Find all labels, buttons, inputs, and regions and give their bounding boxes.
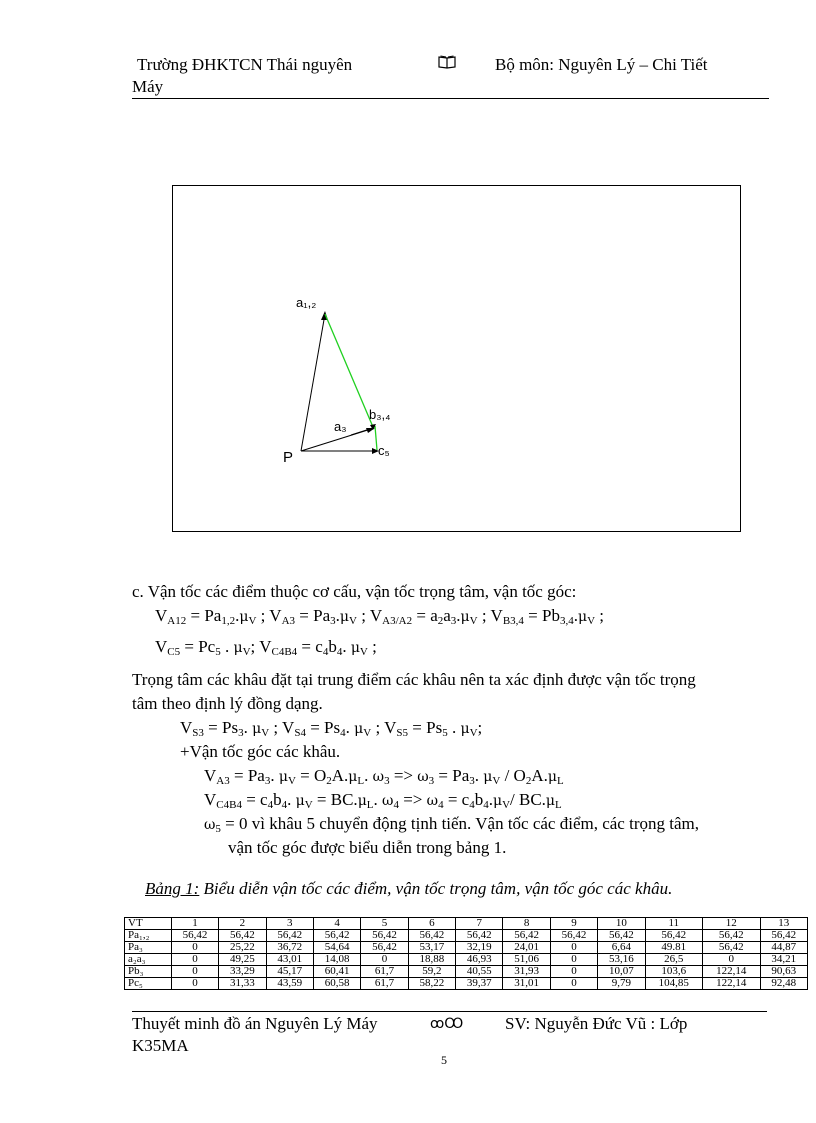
formula-segment: ; V [269,718,295,737]
formula-segment: 4 [281,799,288,811]
table-header-cell: 11 [645,918,703,930]
table-header-cell: 5 [361,918,408,930]
formula-segment: = c [443,790,470,809]
table-header-cell: 10 [598,918,645,930]
table-cell: 0 [171,954,218,966]
table-cell: 54,64 [313,942,360,954]
formula-segment: V [204,766,217,785]
formula-segment: = c [241,790,268,809]
formula-segment: V [502,799,511,811]
table-cell: 56,42 [703,930,761,942]
formula-segment: μ [547,769,557,785]
table-cell: 104,85 [645,978,703,990]
table-cell: 10,07 [598,966,645,978]
table-cell: 56,42 [503,930,550,942]
formula-segment: A3/A2 [382,615,413,627]
angular-heading: +Vận tốc góc các khâu. [180,742,341,761]
table-cell: 49,25 [219,954,266,966]
formula-segment: V [287,775,296,787]
formula-segment: A3 [216,775,230,787]
paragraph-line-2: tâm theo định lý đồng dạng. [132,694,323,713]
formula-segment: μ [354,721,364,737]
open-book-icon [437,54,457,75]
formula-segment: 3 [238,727,244,739]
table-cell: 56,42 [219,930,266,942]
table-cell: 18,88 [408,954,455,966]
formula-segment: 2 [437,615,444,627]
formula-segment: = Pa [434,766,470,785]
formula-segment: B3,4 [502,615,524,627]
formula-segment: μ [350,640,360,656]
formula-segment: 5 [215,646,221,658]
table-cell: 61,7 [361,966,408,978]
label-a3: a₃ [334,419,347,434]
table-cell: 25,22 [219,942,266,954]
table-header-cell: 1 [171,918,218,930]
formula-segment: = c [297,637,323,656]
formula-segment: L [556,775,564,787]
formula-segment: = Pa [186,606,222,625]
velocity-table-body [125,918,808,990]
table-cell: 60,41 [313,966,360,978]
formula-segment: = BC. [312,790,358,809]
formula-segment: V [248,615,257,627]
table-row-label: Pa₁,₂ [125,930,172,942]
formula-segment: 3 [384,775,390,787]
formula-segment: 4 [483,799,489,811]
formula-segment: μ [492,793,503,809]
table-row [125,978,808,990]
formula-segment: 3 [450,615,457,627]
page-number: 5 [441,1053,447,1067]
table-cell: 56,42 [550,930,597,942]
formula-line-6 [204,812,699,837]
formula-segment: . [342,637,351,656]
table-cell: 61,7 [361,978,408,990]
table-cell: 0 [550,942,597,954]
label-a12: a₁,₂ [296,295,317,310]
table-header-cell: 2 [219,918,266,930]
vector-p-a12 [301,314,325,451]
formula-segment: C4B4 [271,646,298,658]
table-caption-label: Bảng 1: [145,879,200,898]
formula-segment: L [366,799,374,811]
table-cell: 26,5 [645,954,703,966]
table-header-cell: 13 [760,918,807,930]
formula-segment: μ [233,640,243,656]
formula-segment: = Ps [408,718,443,737]
formula-segment: V [363,727,372,739]
formula-segment: ; V [250,637,272,656]
formula-line-5 [204,788,562,813]
formula-segment: => [389,766,418,785]
table-caption-text: Biểu diễn vận tốc các điểm, vận tốc trọng tâm, vận tốc góc các khâu. [199,879,673,898]
footer-left: Thuyết minh đồ án Nguyên Lý Máy [132,1014,378,1033]
formula-segment: A. [331,766,349,785]
table-cell: 53,17 [408,942,455,954]
table-cell: 0 [550,966,597,978]
table-cell: 60,58 [313,978,360,990]
footer-ornament: ꚙꚘ [430,1016,464,1032]
formula-segment: 2 [525,775,532,787]
formula-line-2 [155,635,377,660]
table-cell: 39,37 [456,978,503,990]
table-header-cell: 3 [266,918,313,930]
formula-segment: ω [372,769,385,785]
formula-segment: . [474,766,484,785]
formula-segment: ; V [356,606,383,625]
formula-line-4 [204,764,564,789]
table-cell: 43,59 [266,978,313,990]
formula-segment: V [587,615,596,627]
table-cell: 56,42 [408,930,455,942]
table-cell: 56,42 [171,930,218,942]
formula-segment: V [304,799,313,811]
table-row [125,966,808,978]
table-row-label: Pb₃ [125,966,172,978]
formula-segment: ω [417,769,429,785]
header-rule [132,98,769,99]
formula-segment: μ [239,609,249,625]
formula-segment: S3 [192,727,204,739]
table-cell: 122,14 [703,978,761,990]
table-cell: 122,14 [703,966,761,978]
table-cell: 56,42 [361,942,408,954]
table-cell: 46,93 [456,954,503,966]
formula-segment: = O [295,766,327,785]
table-cell: 56,42 [313,930,360,942]
table-cell: 0 [171,966,218,978]
header-department: Bộ môn: Nguyên Lý – Chi Tiết [495,55,708,74]
formula-segment: 4 [340,727,346,739]
formula-segment: μ [483,769,493,785]
table-row-label: a₂a₃ [125,954,172,966]
formula-segment: ; [595,606,604,625]
vector-b34-c5 [375,426,377,450]
formula-segment: = a [412,606,438,625]
formula-segment: μ [252,721,262,737]
formula-segment: 3,4 [559,615,574,627]
formula-segment: . [364,766,373,785]
table-cell: 24,01 [503,942,550,954]
formula-segment: V [349,615,357,627]
table-row [125,954,808,966]
table-cell: 44,87 [760,942,807,954]
table-cell: 0 [171,942,218,954]
formula-segment: V [180,718,193,737]
table-header-cell: 6 [408,918,455,930]
formula-segment: μ [278,769,288,785]
formula-segment: 1,2 [221,615,236,627]
table-header-row [125,918,808,930]
table-cell: 53,16 [598,954,645,966]
formula-segment: . [270,766,279,785]
formula-segment: . [220,637,234,656]
formula-segment: V [204,790,217,809]
formula-segment: b [474,790,484,809]
table-row-label: Pc₅ [125,978,172,990]
formula-segment: μ [339,609,349,625]
table-cell: 56,42 [645,930,703,942]
formula-segment: A12 [167,615,187,627]
table-cell: 6,64 [598,942,645,954]
velocity-diagram-svg [173,186,742,533]
table-cell: 0 [550,978,597,990]
table-cell: 51,06 [503,954,550,966]
table-cell: 9,79 [598,978,645,990]
formula-segment: 4 [336,646,343,658]
formula-segment: μ [460,721,470,737]
formula-segment: a [443,606,451,625]
table-cell: 56,42 [760,930,807,942]
table-cell: 58,22 [408,978,455,990]
table-cell: 56,42 [456,930,503,942]
table-cell: 31,93 [503,966,550,978]
table-cell: 103,6 [645,966,703,978]
formula-segment: ; V [256,606,282,625]
formula-segment: V [469,727,478,739]
formula-segment: V [492,775,501,787]
table-cell: 59,2 [408,966,455,978]
label-b34: b₃,₄ [369,407,391,422]
formula-segment: = Pa [295,606,331,625]
formula-segment: S5 [396,727,409,739]
formula-segment: ; [367,637,377,656]
formula-segment: . [488,790,493,809]
formula-segment: = Pb [523,606,560,625]
formula-segment: = 0 vì khâu 5 chuyển động tịnh tiến. Vận tốc các điểm, các trọng tâm, [220,814,699,833]
formula-segment: A. [531,766,548,785]
formula-segment: V [359,646,368,658]
formula-line-1 [155,604,604,629]
formula-segment: ; [477,718,483,737]
footer-rule [132,1011,767,1012]
formula-segment: ω [382,793,394,809]
formula-segment: 4 [267,799,274,811]
formula-segment: C4B4 [216,799,242,811]
formula-segment: . [235,606,240,625]
table-header-cell: 4 [313,918,360,930]
table-cell: 49.81 [645,942,703,954]
formula-segment: ; V [477,606,503,625]
formula-segment: . [287,790,296,809]
table-cell: 56,42 [266,930,313,942]
header-department-cont: Máy [132,77,164,96]
paragraph-line-7: vận tốc góc được biểu diễn trong bảng 1. [228,838,507,857]
formula-segment: . [447,718,461,737]
formula-segment: V [155,606,168,625]
formula-segment: V [155,637,168,656]
velocity-table [124,917,808,990]
formula-segment: L [555,799,562,811]
label-c5: c₅ [378,443,390,458]
formula-segment: 3 [469,775,475,787]
table-cell: 31,33 [219,978,266,990]
formula-segment: . [373,790,383,809]
formula-segment: L [357,775,365,787]
formula-segment: b [328,637,337,656]
formula-segment: μ [348,769,358,785]
table-cell: 0 [703,954,761,966]
formula-segment: C5 [167,646,181,658]
formula-segment: = Ps [305,718,341,737]
table-caption [145,879,672,899]
table-cell: 56,42 [598,930,645,942]
table-cell: 0 [171,978,218,990]
table-header-cell: 12 [703,918,761,930]
formula-line-3 [180,716,482,741]
table-row-label: Pa₃ [125,942,172,954]
label-p: P [283,449,294,466]
formula-segment: ; V [371,718,397,737]
table-cell: 0 [550,954,597,966]
table-cell: 33,29 [219,966,266,978]
formula-segment: 4 [438,799,444,811]
table-cell: 43,01 [266,954,313,966]
table-row [125,942,808,954]
formula-segment: 4 [393,799,399,811]
formula-segment: A3 [281,615,296,627]
formula-segment: . [243,718,253,737]
formula-segment: . [456,606,461,625]
section-c-heading: c. Vận tốc các điểm thuộc cơ cấu, vận tốc trọng tâm, vận tốc góc: [132,582,577,601]
formula-segment: b [273,790,282,809]
formula-segment: => [398,790,427,809]
formula-segment: V [469,615,478,627]
formula-segment: μ [545,793,556,809]
formula-segment: 3 [264,775,271,787]
table-header-cell: VT [125,918,172,930]
footer-right-cont: K35MA [132,1036,189,1055]
formula-segment: 4 [469,799,475,811]
formula-segment: 4 [322,646,329,658]
formula-segment: 5 [215,823,221,835]
velocity-diagram [172,185,741,532]
formula-segment: V [242,646,251,658]
formula-segment: 3 [330,615,336,627]
formula-segment: . [345,718,355,737]
formula-segment: = Ps [203,718,239,737]
formula-segment: . [335,606,340,625]
table-header-cell: 9 [550,918,597,930]
table-cell: 32,19 [456,942,503,954]
table-cell: 56,42 [703,942,761,954]
formula-segment: μ [295,793,305,809]
formula-segment: μ [577,609,588,625]
table-cell: 0 [361,954,408,966]
paragraph-line-1: Trọng tâm các khâu đặt tại trung điểm các khâu nên ta xác định được vận tốc trọng [132,670,696,689]
vector-a12-a3 [325,314,373,427]
formula-segment: / BC. [510,790,546,809]
table-cell: 90,63 [760,966,807,978]
table-cell: 92,48 [760,978,807,990]
formula-segment: S4 [294,727,306,739]
table-cell: 36,72 [266,942,313,954]
formula-segment: / O [500,766,526,785]
table-cell: 14,08 [313,954,360,966]
formula-segment: = Pa [229,766,265,785]
formula-segment: μ [460,609,470,625]
formula-segment: 2 [326,775,332,787]
footer-right: SV: Nguyễn Đức Vũ : Lớp [505,1014,688,1033]
table-cell: 45,17 [266,966,313,978]
formula-segment: 3 [428,775,435,787]
formula-segment: 5 [442,727,448,739]
table-row [125,930,808,942]
table-header-cell: 7 [456,918,503,930]
table-cell: 56,42 [361,930,408,942]
formula-segment: . [573,606,578,625]
table-cell: 40,55 [456,966,503,978]
formula-segment: μ [357,793,367,809]
formula-segment: ω [204,817,216,833]
formula-segment: ω [426,793,439,809]
formula-segment: V [261,727,270,739]
table-cell: 31,01 [503,978,550,990]
header-school: Trường ĐHKTCN Thái nguyên [137,55,353,74]
formula-segment: = Pc [180,637,216,656]
table-cell: 34,21 [760,954,807,966]
table-header-cell: 8 [503,918,550,930]
